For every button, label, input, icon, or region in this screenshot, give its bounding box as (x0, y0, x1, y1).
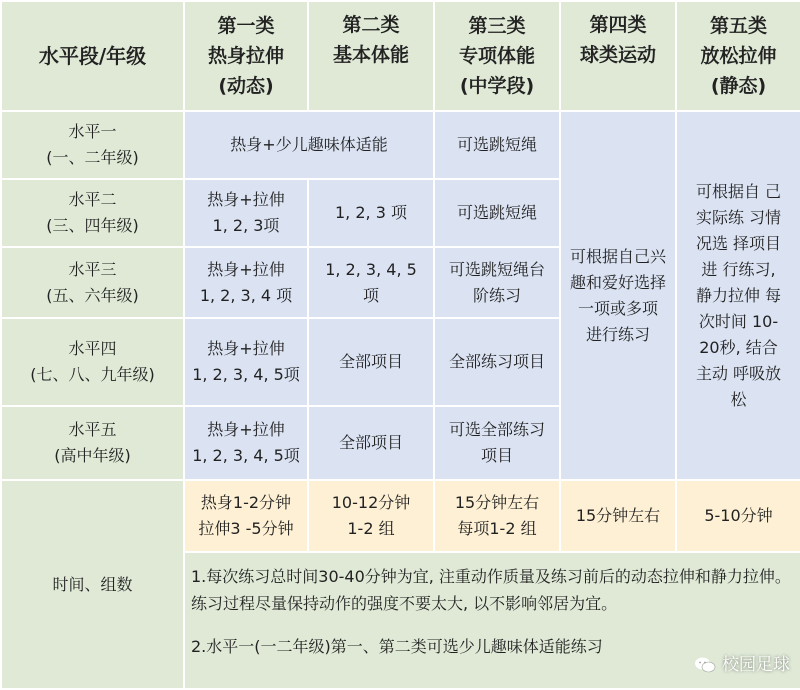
col-header-2: 第二类 基本体能 (308, 1, 434, 111)
level-cell: 水平二 (三、四年级) (1, 179, 184, 247)
time-label: 时间、组数 (1, 480, 184, 689)
col-header-5: 第五类 放松拉伸 (静态) (676, 1, 800, 111)
col-header-4: 第四类 球类运动 (560, 1, 676, 111)
cell-c3: 可选跳短绳 (434, 179, 560, 247)
cell-c2: 1, 2, 3, 4, 5 项 (308, 247, 434, 318)
watermark-text: 校园足球 (722, 655, 790, 675)
cell-c1: 热身+拉伸 1, 2, 3, 4 项 (184, 247, 308, 318)
level-cell: 水平一 (一、二年级) (1, 111, 184, 179)
cell-c3: 可选跳短绳 (434, 111, 560, 179)
note-2: 2.水平一(一二年级)第一、第二类可选少儿趣味体适能练习 (191, 637, 603, 656)
time-c1: 热身1-2分钟 拉伸3 -5分钟 (184, 480, 308, 552)
col-header-3: 第三类 专项体能 (中学段) (434, 1, 560, 111)
table-row (1, 111, 800, 179)
time-c3: 15分钟左右 每项1-2 组 (434, 480, 560, 552)
cell-c3: 可选跳短绳台 阶练习 (434, 247, 560, 318)
cell-col5-span: 可根据自 己 实际练 习情 况选 择项目 进 行练习, 静力拉伸 每 次时间 10- 20秒, 结合 主动 呼吸放 松 (676, 111, 800, 480)
cell-c3: 可选全部练习 项目 (434, 406, 560, 480)
cell-c2: 1, 2, 3 项 (308, 179, 434, 247)
note-1: 1.每次练习总时间30-40分钟为宜, 注重动作质量及练习前后的动态拉伸和静力拉伸。练习过程尽量保持动作的强度不要太大, 以不影响邻居为宜。 (191, 567, 791, 613)
header-row (1, 1, 800, 111)
time-c4: 15分钟左右 (560, 480, 676, 552)
wechat-icon (694, 656, 716, 674)
level-cell: 水平三 (五、六年级) (1, 247, 184, 318)
cell-c2: 全部项目 (308, 318, 434, 406)
corner-header: 水平段/年级 (1, 1, 184, 111)
notes-cell (184, 552, 800, 689)
cell-c3: 全部练习项目 (434, 318, 560, 406)
cell-c1: 热身+拉伸 1, 2, 3项 (184, 179, 308, 247)
cell-c1: 热身+拉伸 1, 2, 3, 4, 5项 (184, 318, 308, 406)
cell-col4-span: 可根据自己兴 趣和爱好选择 一项或多项 进行练习 (560, 111, 676, 480)
cell-c12: 热身+少儿趣味体适能 (184, 111, 434, 179)
time-c2: 10-12分钟 1-2 组 (308, 480, 434, 552)
cell-c2: 全部项目 (308, 406, 434, 480)
watermark (694, 652, 790, 678)
level-cell: 水平四 (七、八、九年级) (1, 318, 184, 406)
time-c5: 5-10分钟 (676, 480, 800, 552)
level-cell: 水平五 (高中年级) (1, 406, 184, 480)
cell-c1: 热身+拉伸 1, 2, 3, 4, 5项 (184, 406, 308, 480)
time-row (1, 480, 800, 552)
col-header-1: 第一类 热身拉伸 (动态) (184, 1, 308, 111)
